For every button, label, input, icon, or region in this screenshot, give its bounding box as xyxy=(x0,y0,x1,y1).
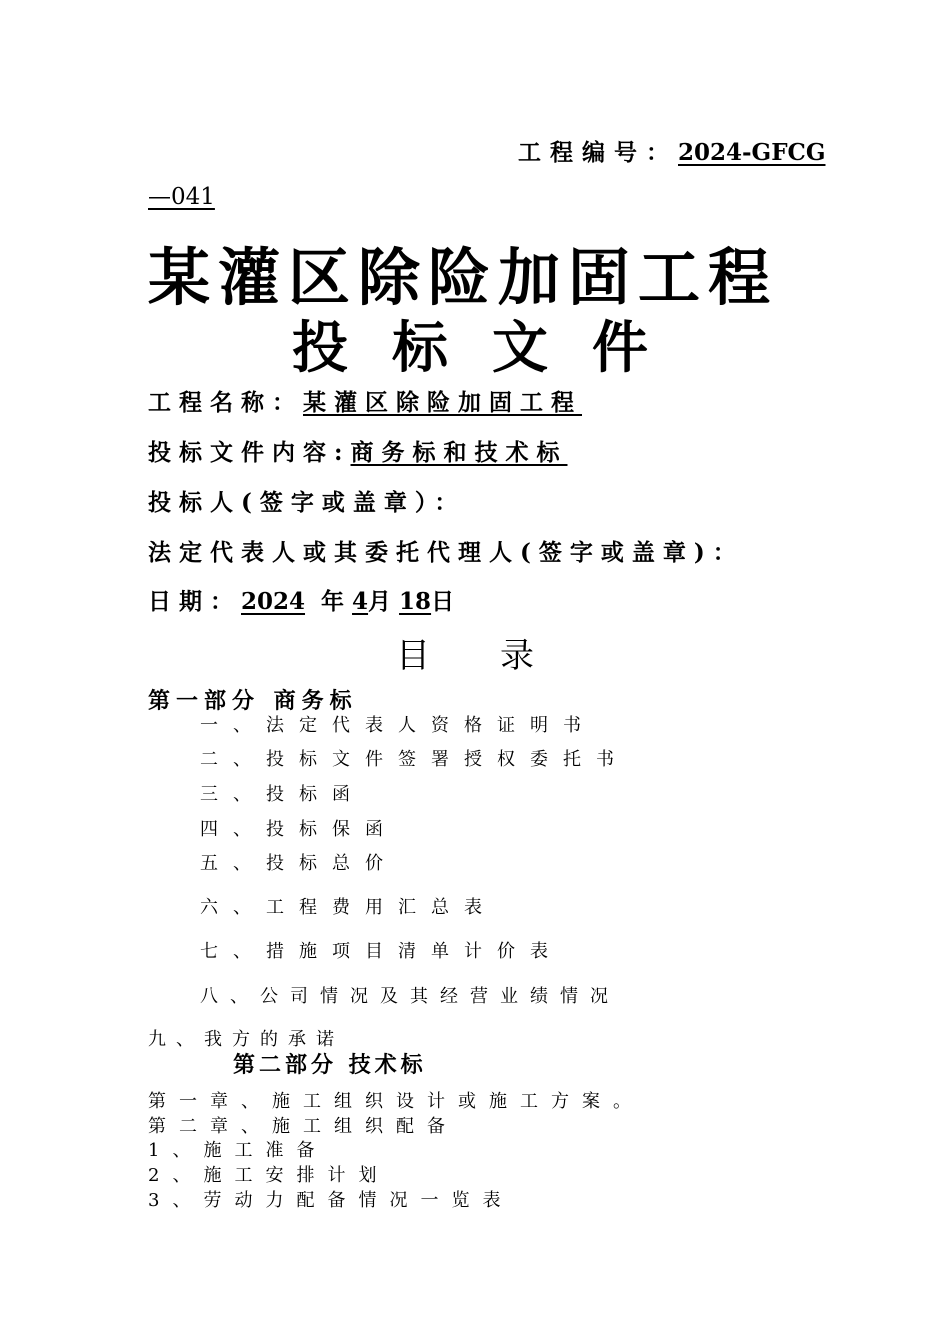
toc-item: 1、施工准备 xyxy=(148,1140,328,1161)
project-number xyxy=(518,134,825,167)
toc-item: 五、投标总价 xyxy=(200,853,398,874)
bid-content-label: 投标文件内容: xyxy=(148,439,351,466)
toc-item: 九、我方的承诺 xyxy=(148,1029,344,1050)
toc-item: 第一章、施工组织设计或施工方案。 xyxy=(148,1091,644,1112)
toc-part2-title: 第二部分 技术标 xyxy=(233,1052,427,1078)
project-name-label: 工程名称： xyxy=(148,389,303,416)
date-month-unit: 月 xyxy=(368,588,400,615)
toc-item: 四、投标保函 xyxy=(200,819,398,840)
toc-item: 三、投标函 xyxy=(200,784,365,805)
document-title: 某灌区除险加固工程 xyxy=(148,241,779,314)
project-name-field xyxy=(148,384,582,417)
toc-item: 二、投标文件签署授权委托书 xyxy=(200,749,629,770)
bid-content-value: 商务标和技术标 xyxy=(350,439,568,466)
toc-item: 七、措施项目清单计价表 xyxy=(200,941,563,962)
date-label: 日期： xyxy=(148,588,241,615)
bidder-field: 投标人(签字或盖章）： xyxy=(148,489,466,516)
toc-item: 第二章、施工组织配备 xyxy=(148,1116,458,1137)
date-year-unit: 年 xyxy=(321,588,353,615)
toc-item: 一、法定代表人资格证明书 xyxy=(200,715,596,736)
project-name-value: 某灌区除险加固工程 xyxy=(303,389,582,416)
date-year: 2024 xyxy=(241,588,306,615)
toc-item: 六、工程费用汇总表 xyxy=(200,897,497,918)
date-day: 18 xyxy=(399,588,432,615)
project-number-continued: —041 xyxy=(148,184,215,210)
toc-part1-title: 第一部分 商务标 xyxy=(148,688,358,714)
toc-title: 目录 xyxy=(396,636,604,676)
bid-content-field xyxy=(148,434,568,467)
date-day-unit: 日 xyxy=(431,588,463,615)
date-month: 4 xyxy=(352,588,369,615)
document-subtitle: 投标文件 xyxy=(292,316,692,381)
date-field xyxy=(148,583,462,616)
legal-rep-field: 法定代表人或其委托代理人(签字或盖章)： xyxy=(148,539,744,566)
project-number-label: 工程编号： xyxy=(518,139,678,166)
project-number-value: 2024-GFCG xyxy=(678,139,826,166)
toc-item: 2、施工安排计划 xyxy=(148,1165,390,1186)
toc-item: 八、公司情况及其经营业绩情况 xyxy=(200,986,620,1007)
toc-item: 3、劳动力配备情况一览表 xyxy=(148,1190,514,1211)
